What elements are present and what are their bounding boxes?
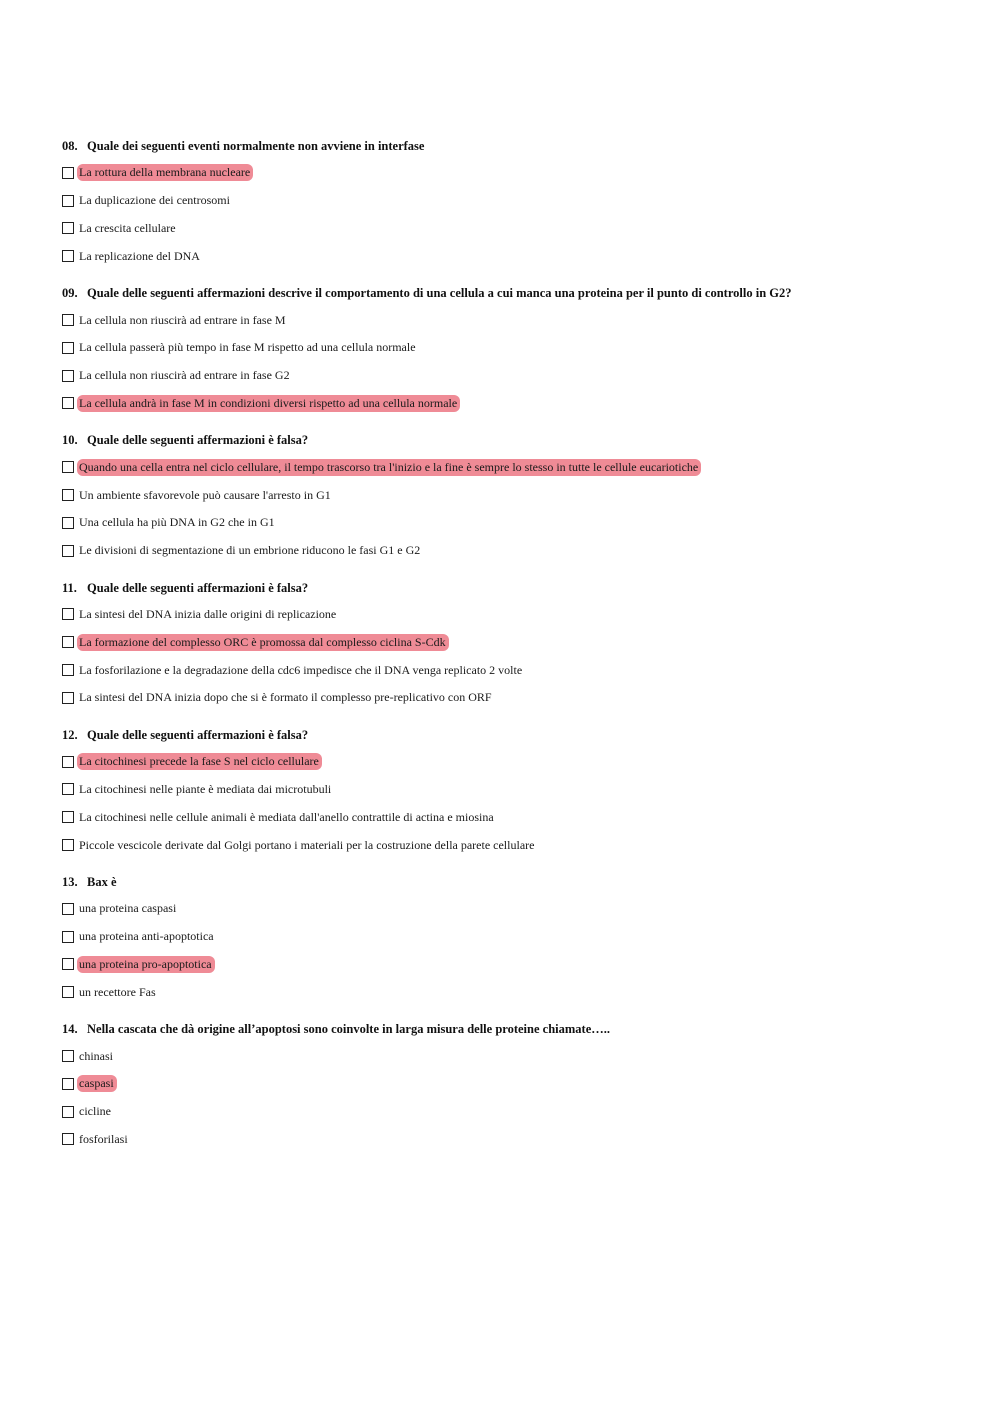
answer-label-highlighted: La citochinesi precede la fase S nel ciclo cellulare (77, 753, 322, 770)
question-text: Bax è (87, 874, 117, 889)
answer-label-highlighted: La formazione del complesso ORC è promossa dal complesso ciclina S-Cdk (77, 634, 449, 651)
answer-checkbox[interactable] (62, 314, 74, 326)
answer-label: cicline (79, 1104, 111, 1119)
answer-label: La sintesi del DNA inizia dopo che si è formato il complesso pre-replicativo con ORF (79, 690, 492, 705)
answer-option[interactable] (62, 895, 962, 923)
answer-option[interactable] (62, 748, 962, 776)
answer-checkbox[interactable] (62, 783, 74, 795)
answer-label: La sintesi del DNA inizia dalle origini di replicazione (79, 606, 337, 621)
answer-checkbox[interactable] (62, 692, 74, 704)
answer-option[interactable] (62, 390, 962, 418)
answer-label-highlighted: La rottura della membrana nucleare (77, 164, 253, 181)
question-block (62, 873, 962, 1006)
question-title (62, 726, 962, 744)
answer-label: una proteina anti-apoptotica (79, 929, 214, 944)
answer-checkbox[interactable] (62, 664, 74, 676)
answer-checkbox[interactable] (62, 222, 74, 234)
answer-option[interactable] (62, 951, 962, 979)
answer-option[interactable] (62, 923, 962, 951)
answer-checkbox[interactable] (62, 811, 74, 823)
answer-checkbox[interactable] (62, 986, 74, 998)
answer-checkbox[interactable] (62, 1078, 74, 1090)
answer-label: La cellula passerà più tempo in fase M rispetto ad una cellula normale (79, 340, 416, 355)
answer-label-highlighted: La cellula andrà in fase M in condizioni diversi rispetto ad una cellula normale (77, 395, 460, 412)
answer-option[interactable] (62, 601, 962, 629)
answer-label: chinasi (79, 1048, 113, 1063)
question-number: 12. (62, 727, 78, 742)
answer-checkbox[interactable] (62, 608, 74, 620)
question-number: 09. (62, 286, 78, 301)
answer-label: fosforilasi (79, 1131, 128, 1146)
answer-checkbox[interactable] (62, 958, 74, 970)
answer-label-highlighted: caspasi (77, 1075, 117, 1092)
answer-label: Le divisioni di segmentazione di un embrione riducono le fasi G1 e G2 (79, 543, 421, 558)
question-number: 14. (62, 1022, 78, 1037)
question-title (62, 579, 962, 597)
answer-option[interactable] (62, 803, 962, 831)
question-title (62, 137, 962, 155)
answer-option[interactable] (62, 1126, 962, 1154)
question-text: Quale dei seguenti eventi normalmente non avviene in interfase (87, 139, 425, 153)
answer-label-highlighted: Quando una cella entra nel ciclo cellulare, il tempo trascorso tra l'inizio e la fine è sempre lo stesso in tutte le cellule eucariotiche (77, 459, 701, 476)
answer-label-highlighted: una proteina pro-apoptotica (77, 956, 215, 973)
answer-option[interactable] (62, 159, 962, 187)
answer-label: Un ambiente sfavorevole può causare l'arresto in G1 (79, 487, 331, 502)
answer-checkbox[interactable] (62, 167, 74, 179)
answer-checkbox[interactable] (62, 342, 74, 354)
quiz-page (62, 137, 962, 1167)
answer-checkbox[interactable] (62, 1133, 74, 1145)
answer-label: La fosforilazione e la degradazione della cdc6 impedisce che il DNA venga replicato 2 volte (79, 662, 523, 677)
answer-checkbox[interactable] (62, 195, 74, 207)
question-number: 10. (62, 433, 78, 448)
answer-checkbox[interactable] (62, 397, 74, 409)
answer-checkbox[interactable] (62, 461, 74, 473)
answer-label: La citochinesi nelle piante è mediata dai microtubuli (79, 781, 332, 796)
answer-option[interactable] (62, 1042, 962, 1070)
answer-label: La cellula non riuscirà ad entrare in fase M (79, 312, 286, 327)
answer-option[interactable] (62, 628, 962, 656)
answer-option[interactable] (62, 334, 962, 362)
answer-option[interactable] (62, 684, 962, 712)
answer-option[interactable] (62, 481, 962, 509)
answer-option[interactable] (62, 776, 962, 804)
question-text: Nella cascata che dà origine all’apoptosi sono coinvolte in larga misura delle proteine chiamate….. (87, 1022, 610, 1037)
answer-option[interactable] (62, 242, 962, 270)
answer-label: La citochinesi nelle cellule animali è mediata dall'anello contrattile di actina e miosina (79, 809, 494, 824)
answer-checkbox[interactable] (62, 250, 74, 262)
question-number: 08. (62, 139, 78, 153)
question-text: Quale delle seguenti affermazioni è falsa? (87, 727, 309, 742)
answer-label: un recettore Fas (79, 984, 156, 999)
answer-checkbox[interactable] (62, 931, 74, 943)
answer-checkbox[interactable] (62, 756, 74, 768)
question-text: Quale delle seguenti affermazioni è falsa? (87, 580, 309, 595)
question-block (62, 284, 962, 417)
answer-option[interactable] (62, 656, 962, 684)
question-block (62, 137, 962, 270)
question-title (62, 1020, 962, 1038)
question-title (62, 284, 962, 302)
question-block (62, 726, 962, 859)
answer-checkbox[interactable] (62, 839, 74, 851)
answer-option[interactable] (62, 306, 962, 334)
answer-checkbox[interactable] (62, 1050, 74, 1062)
answer-checkbox[interactable] (62, 636, 74, 648)
question-text: Quale delle seguenti affermazioni è falsa? (87, 433, 309, 448)
answer-label: Piccole vescicole derivate dal Golgi portano i materiali per la costruzione della parete cellulare (79, 837, 535, 852)
answer-checkbox[interactable] (62, 545, 74, 557)
question-text: Quale delle seguenti affermazioni descrive il comportamento di una cellula a cui manca una proteina per il punto di controllo in G2? (87, 286, 792, 301)
answer-label: La crescita cellulare (79, 220, 176, 235)
answer-option[interactable] (62, 537, 962, 565)
answer-label: La replicazione del DNA (79, 248, 200, 263)
question-block (62, 1020, 962, 1153)
answer-checkbox[interactable] (62, 1106, 74, 1118)
answer-option[interactable] (62, 831, 962, 859)
question-block (62, 579, 962, 712)
question-number: 11. (62, 580, 77, 595)
question-title (62, 431, 962, 449)
answer-label: La cellula non riuscirà ad entrare in fase G2 (79, 368, 290, 383)
answer-option[interactable] (62, 978, 962, 1006)
answer-option[interactable] (62, 1098, 962, 1126)
answer-option[interactable] (62, 215, 962, 243)
answer-label: Una cellula ha più DNA in G2 che in G1 (79, 515, 275, 530)
answer-checkbox[interactable] (62, 489, 74, 501)
answer-checkbox[interactable] (62, 370, 74, 382)
answer-option[interactable] (62, 453, 962, 481)
answer-label: una proteina caspasi (79, 901, 177, 916)
question-number: 13. (62, 874, 78, 889)
answer-option[interactable] (62, 1070, 962, 1098)
answer-checkbox[interactable] (62, 903, 74, 915)
answer-checkbox[interactable] (62, 517, 74, 529)
answer-option[interactable] (62, 362, 962, 390)
question-title (62, 873, 962, 891)
answer-option[interactable] (62, 187, 962, 215)
answer-option[interactable] (62, 509, 962, 537)
answer-label: La duplicazione dei centrosomi (79, 193, 230, 208)
question-block (62, 431, 962, 564)
